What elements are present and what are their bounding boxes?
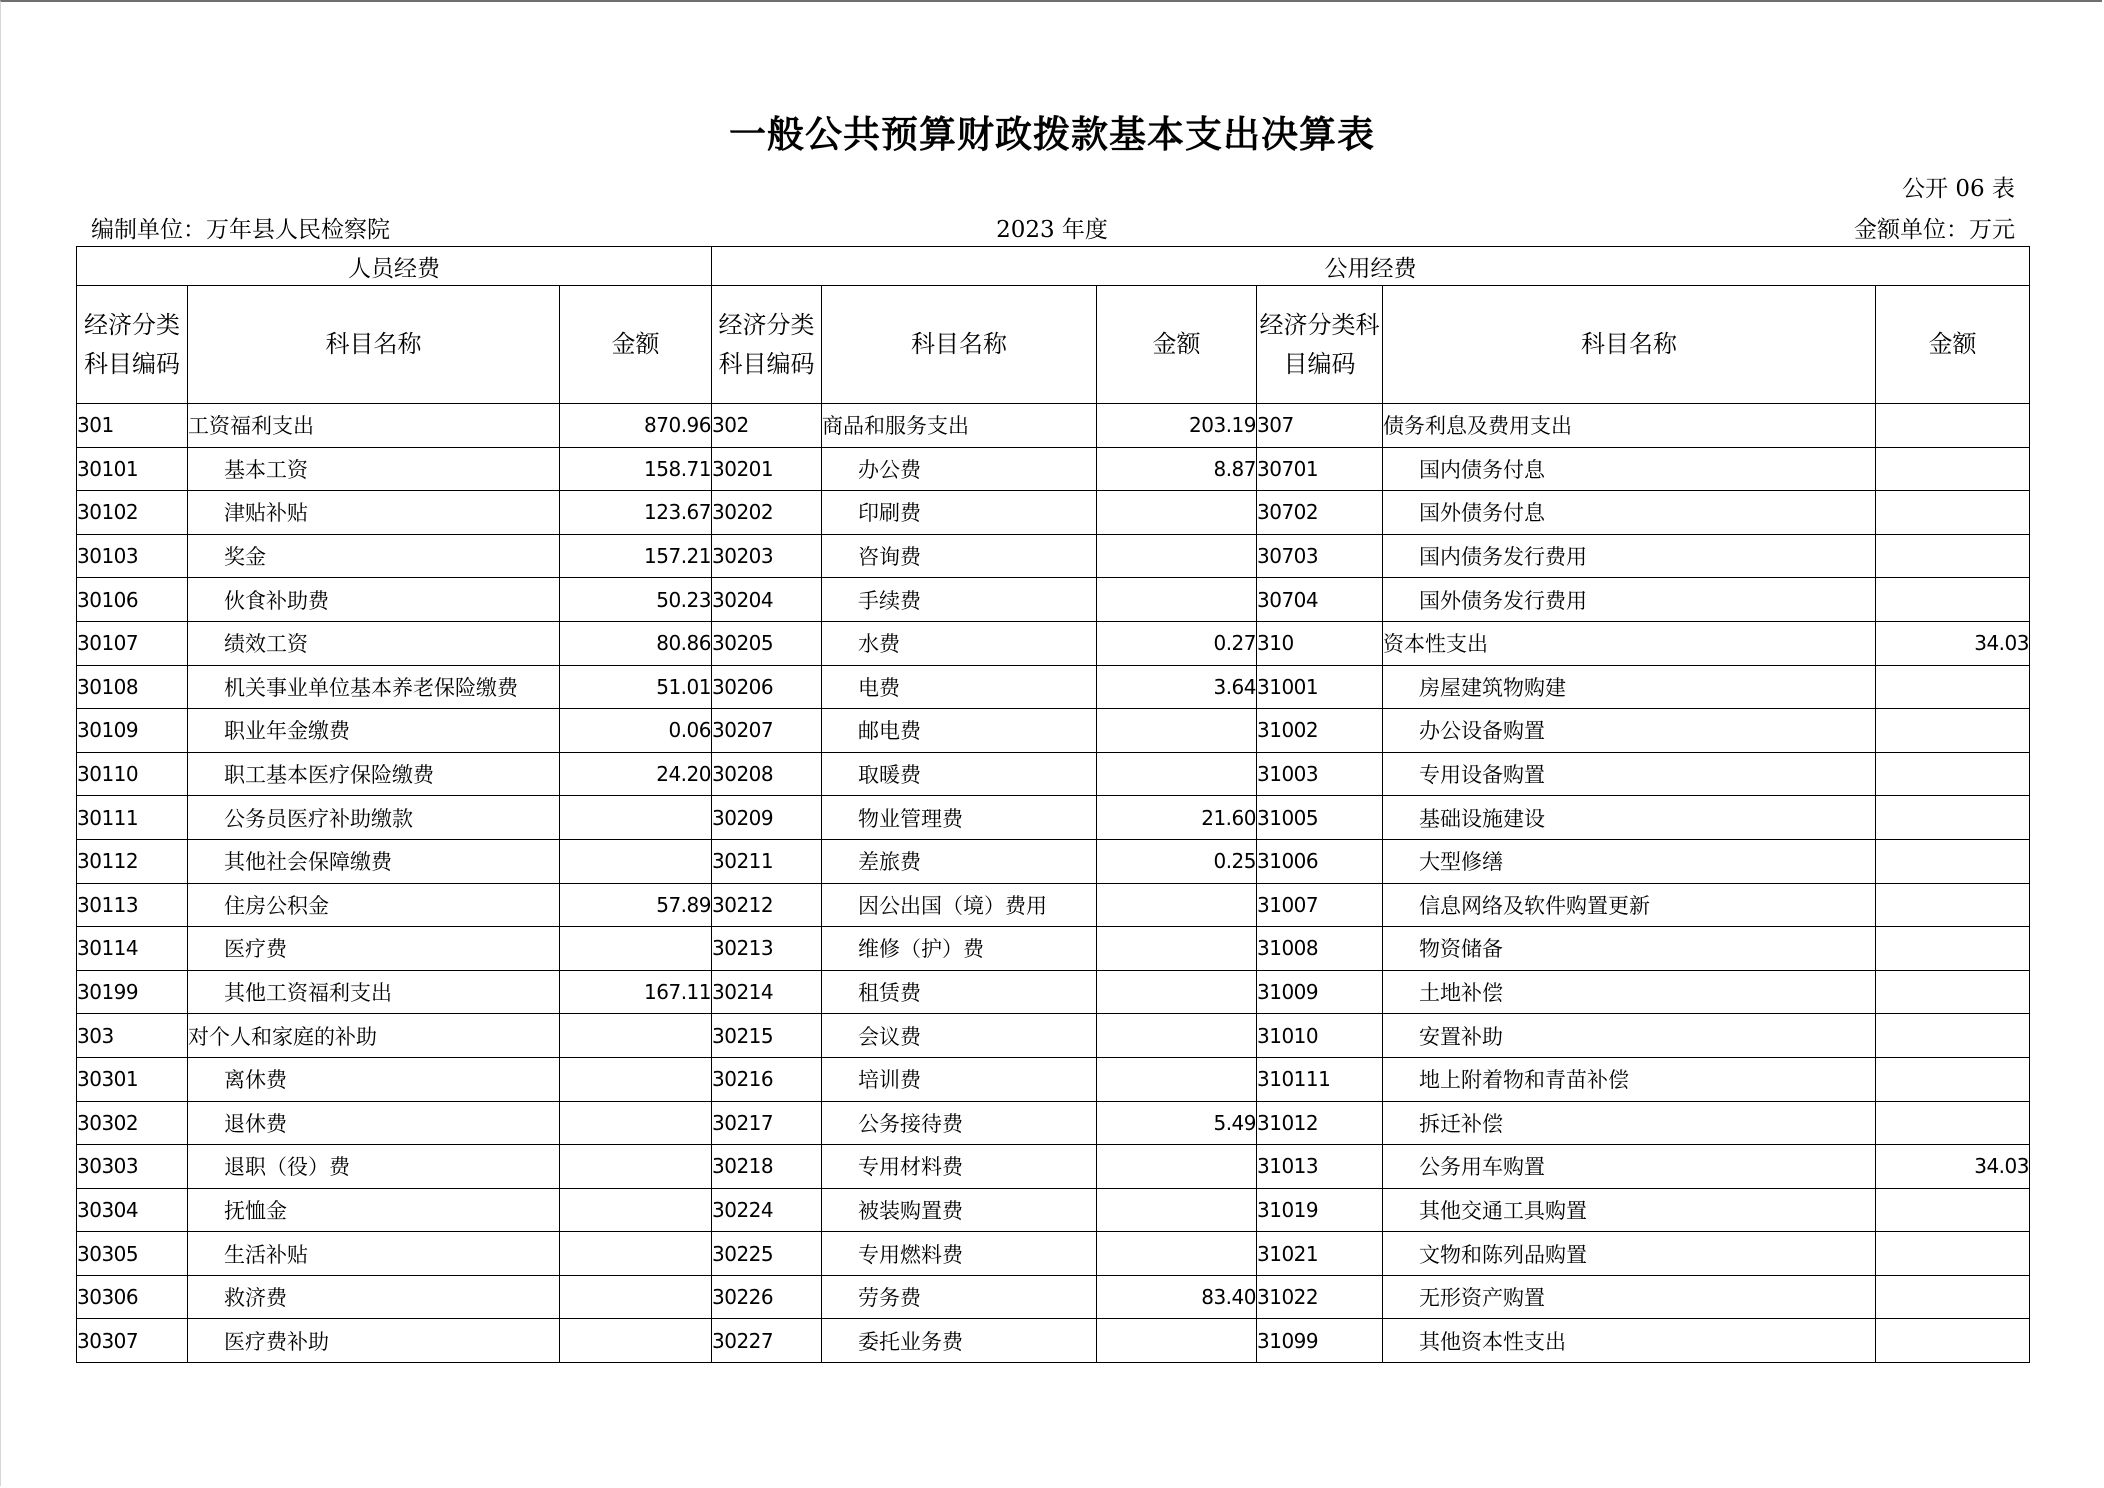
item-name-cell: 工资福利支出 — [188, 404, 560, 448]
item-name-cell: 国内债务付息 — [1383, 447, 1876, 491]
item-name-cell: 其他资本性支出 — [1383, 1319, 1876, 1363]
economic-code-cell: 30108 — [77, 665, 188, 709]
amount-cell — [1876, 1057, 2030, 1101]
table-row — [77, 970, 2030, 1014]
item-name-cell: 培训费 — [822, 1057, 1097, 1101]
amount-cell: 51.01 — [560, 665, 712, 709]
amount-cell: 80.86 — [560, 621, 712, 665]
amount-cell: 3.64 — [1097, 665, 1257, 709]
table-row — [77, 665, 2030, 709]
economic-code-cell: 30107 — [77, 621, 188, 665]
item-name-cell: 基础设施建设 — [1383, 796, 1876, 840]
item-name-cell: 国外债务付息 — [1383, 491, 1876, 535]
amount-unit: 金额单位：万元 — [1854, 217, 2015, 243]
amount-cell — [560, 1319, 712, 1363]
item-name-cell: 专用设备购置 — [1383, 752, 1876, 796]
item-name-cell: 绩效工资 — [188, 621, 560, 665]
amount-cell — [1097, 578, 1257, 622]
item-name-cell: 会议费 — [822, 1014, 1097, 1058]
item-name-cell: 办公设备购置 — [1383, 709, 1876, 753]
item-name-cell: 津贴补贴 — [188, 491, 560, 535]
economic-code-cell: 30217 — [712, 1101, 822, 1145]
amount-cell — [560, 1188, 712, 1232]
economic-code-cell: 30201 — [712, 447, 822, 491]
page-title: 一般公共预算财政拨款基本支出决算表 — [729, 112, 1375, 156]
economic-code-cell: 30111 — [77, 796, 188, 840]
table-row — [77, 447, 2030, 491]
amount-cell — [1097, 970, 1257, 1014]
economic-code-cell: 30208 — [712, 752, 822, 796]
economic-code-cell: 30307 — [77, 1319, 188, 1363]
item-name-cell: 委托业务费 — [822, 1319, 1097, 1363]
economic-code-cell: 30213 — [712, 927, 822, 971]
amount-cell — [1876, 752, 2030, 796]
col-header-name-1: 科目名称 — [188, 286, 560, 404]
item-name-cell: 机关事业单位基本养老保险缴费 — [188, 665, 560, 709]
amount-cell — [1097, 1188, 1257, 1232]
table-body — [77, 404, 2030, 1363]
item-name-cell: 住房公积金 — [188, 883, 560, 927]
item-name-cell: 专用材料费 — [822, 1145, 1097, 1189]
item-name-cell: 公务接待费 — [822, 1101, 1097, 1145]
item-name-cell: 维修（护）费 — [822, 927, 1097, 971]
economic-code-cell: 303 — [77, 1014, 188, 1058]
item-name-cell: 无形资产购置 — [1383, 1275, 1876, 1319]
amount-cell — [1097, 491, 1257, 535]
amount-cell: 157.21 — [560, 534, 712, 578]
economic-code-cell: 31012 — [1257, 1101, 1383, 1145]
amount-cell — [560, 927, 712, 971]
economic-code-cell: 31003 — [1257, 752, 1383, 796]
amount-cell — [1876, 839, 2030, 883]
item-name-cell: 其他交通工具购置 — [1383, 1188, 1876, 1232]
economic-code-cell: 30227 — [712, 1319, 822, 1363]
amount-cell — [1876, 404, 2030, 448]
amount-cell — [1876, 1188, 2030, 1232]
item-name-cell: 国内债务发行费用 — [1383, 534, 1876, 578]
item-name-cell: 劳务费 — [822, 1275, 1097, 1319]
table-row — [77, 1232, 2030, 1276]
table-row — [77, 1319, 2030, 1363]
item-name-cell: 地上附着物和青苗补偿 — [1383, 1057, 1876, 1101]
economic-code-cell: 30215 — [712, 1014, 822, 1058]
amount-cell — [560, 839, 712, 883]
amount-cell — [560, 1101, 712, 1145]
item-name-cell: 公务用车购置 — [1383, 1145, 1876, 1189]
economic-code-cell: 30224 — [712, 1188, 822, 1232]
amount-cell — [1876, 1014, 2030, 1058]
amount-cell — [1876, 970, 2030, 1014]
economic-code-cell: 30206 — [712, 665, 822, 709]
amount-cell — [1097, 1319, 1257, 1363]
amount-cell — [1876, 534, 2030, 578]
col-header-amount-3: 金额 — [1876, 286, 2030, 404]
economic-code-cell: 31007 — [1257, 883, 1383, 927]
amount-cell — [1097, 883, 1257, 927]
amount-cell: 34.03 — [1876, 1145, 2030, 1189]
amount-cell: 123.67 — [560, 491, 712, 535]
amount-cell — [1097, 534, 1257, 578]
item-name-cell: 伙食补助费 — [188, 578, 560, 622]
item-name-cell: 资本性支出 — [1383, 621, 1876, 665]
table-row — [77, 839, 2030, 883]
item-name-cell: 医疗费补助 — [188, 1319, 560, 1363]
amount-cell — [1876, 927, 2030, 971]
economic-code-cell: 30106 — [77, 578, 188, 622]
economic-code-cell: 31013 — [1257, 1145, 1383, 1189]
col-header-name-3: 科目名称 — [1383, 286, 1876, 404]
table-row — [77, 796, 2030, 840]
economic-code-cell: 31010 — [1257, 1014, 1383, 1058]
amount-cell — [1876, 665, 2030, 709]
economic-code-cell: 30102 — [77, 491, 188, 535]
amount-cell: 5.49 — [1097, 1101, 1257, 1145]
item-name-cell: 电费 — [822, 665, 1097, 709]
economic-code-cell: 30199 — [77, 970, 188, 1014]
item-name-cell: 邮电费 — [822, 709, 1097, 753]
item-name-cell: 救济费 — [188, 1275, 560, 1319]
item-name-cell: 大型修缮 — [1383, 839, 1876, 883]
amount-cell: 50.23 — [560, 578, 712, 622]
item-name-cell: 基本工资 — [188, 447, 560, 491]
economic-code-cell: 30109 — [77, 709, 188, 753]
economic-code-cell: 30225 — [712, 1232, 822, 1276]
item-name-cell: 奖金 — [188, 534, 560, 578]
economic-code-cell: 30218 — [712, 1145, 822, 1189]
item-name-cell: 文物和陈列品购置 — [1383, 1232, 1876, 1276]
col-header-amount-1: 金额 — [560, 286, 712, 404]
item-name-cell: 差旅费 — [822, 839, 1097, 883]
economic-code-cell: 30114 — [77, 927, 188, 971]
economic-code-cell: 301 — [77, 404, 188, 448]
economic-code-cell: 30112 — [77, 839, 188, 883]
item-name-cell: 生活补贴 — [188, 1232, 560, 1276]
economic-code-cell: 30305 — [77, 1232, 188, 1276]
amount-cell: 167.11 — [560, 970, 712, 1014]
amount-cell — [1876, 578, 2030, 622]
fiscal-year: 2023 年度 — [996, 217, 1108, 243]
economic-code-cell: 31006 — [1257, 839, 1383, 883]
economic-code-cell: 310 — [1257, 621, 1383, 665]
group-header-row — [77, 247, 2030, 286]
compiling-unit: 编制单位：万年县人民检察院 — [91, 217, 390, 243]
amount-cell: 8.87 — [1097, 447, 1257, 491]
table-row — [77, 491, 2030, 535]
economic-code-cell: 30204 — [712, 578, 822, 622]
item-name-cell: 物业管理费 — [822, 796, 1097, 840]
table-row — [77, 752, 2030, 796]
item-name-cell: 债务利息及费用支出 — [1383, 404, 1876, 448]
amount-cell: 158.71 — [560, 447, 712, 491]
item-name-cell: 取暖费 — [822, 752, 1097, 796]
item-name-cell: 公务员医疗补助缴款 — [188, 796, 560, 840]
economic-code-cell: 307 — [1257, 404, 1383, 448]
amount-cell — [1876, 709, 2030, 753]
item-name-cell: 离休费 — [188, 1057, 560, 1101]
economic-code-cell: 30209 — [712, 796, 822, 840]
amount-cell — [560, 1232, 712, 1276]
table-row — [77, 927, 2030, 971]
amount-cell: 83.40 — [1097, 1275, 1257, 1319]
item-name-cell: 职工基本医疗保险缴费 — [188, 752, 560, 796]
economic-code-cell: 30703 — [1257, 534, 1383, 578]
economic-code-cell: 30203 — [712, 534, 822, 578]
amount-cell — [560, 796, 712, 840]
economic-code-cell: 31005 — [1257, 796, 1383, 840]
economic-code-cell: 31022 — [1257, 1275, 1383, 1319]
amount-cell: 0.06 — [560, 709, 712, 753]
economic-code-cell: 30704 — [1257, 578, 1383, 622]
economic-code-cell: 30211 — [712, 839, 822, 883]
item-name-cell: 拆迁补偿 — [1383, 1101, 1876, 1145]
amount-cell — [1876, 447, 2030, 491]
economic-code-cell: 302 — [712, 404, 822, 448]
economic-code-cell: 30101 — [77, 447, 188, 491]
amount-cell — [1097, 1145, 1257, 1189]
table-row — [77, 1145, 2030, 1189]
economic-code-cell: 31021 — [1257, 1232, 1383, 1276]
amount-cell — [1097, 752, 1257, 796]
item-name-cell: 退休费 — [188, 1101, 560, 1145]
economic-code-cell: 30205 — [712, 621, 822, 665]
item-name-cell: 其他社会保障缴费 — [188, 839, 560, 883]
column-header-row — [77, 286, 2030, 404]
item-name-cell: 租赁费 — [822, 970, 1097, 1014]
amount-cell — [560, 1057, 712, 1101]
amount-cell — [1097, 1014, 1257, 1058]
economic-code-cell: 30226 — [712, 1275, 822, 1319]
item-name-cell: 医疗费 — [188, 927, 560, 971]
amount-cell — [560, 1145, 712, 1189]
amount-cell: 21.60 — [1097, 796, 1257, 840]
table-row — [77, 709, 2030, 753]
item-name-cell: 咨询费 — [822, 534, 1097, 578]
group-public-expenses: 公用经费 — [712, 247, 2030, 286]
item-name-cell: 印刷费 — [822, 491, 1097, 535]
table-row — [77, 1014, 2030, 1058]
item-name-cell: 被装购置费 — [822, 1188, 1097, 1232]
form-number: 公开 06 表 — [1902, 176, 2015, 202]
item-name-cell: 职业年金缴费 — [188, 709, 560, 753]
table-row — [77, 578, 2030, 622]
item-name-cell: 商品和服务支出 — [822, 404, 1097, 448]
economic-code-cell: 30306 — [77, 1275, 188, 1319]
amount-cell — [1097, 1057, 1257, 1101]
economic-code-cell: 30202 — [712, 491, 822, 535]
economic-code-cell: 30702 — [1257, 491, 1383, 535]
item-name-cell: 专用燃料费 — [822, 1232, 1097, 1276]
amount-cell — [1097, 927, 1257, 971]
economic-code-cell: 30302 — [77, 1101, 188, 1145]
expenditure-table — [76, 246, 2030, 1363]
economic-code-cell: 30110 — [77, 752, 188, 796]
item-name-cell: 因公出国（境）费用 — [822, 883, 1097, 927]
amount-cell — [1876, 1232, 2030, 1276]
economic-code-cell: 310111 — [1257, 1057, 1383, 1101]
economic-code-cell: 31009 — [1257, 970, 1383, 1014]
item-name-cell: 信息网络及软件购置更新 — [1383, 883, 1876, 927]
amount-cell — [1876, 1101, 2030, 1145]
table-row — [77, 1101, 2030, 1145]
amount-cell: 203.19 — [1097, 404, 1257, 448]
amount-cell — [1876, 1275, 2030, 1319]
economic-code-cell: 30207 — [712, 709, 822, 753]
col-header-name-2: 科目名称 — [822, 286, 1097, 404]
group-personnel-expenses: 人员经费 — [77, 247, 712, 286]
amount-cell: 0.25 — [1097, 839, 1257, 883]
economic-code-cell: 31019 — [1257, 1188, 1383, 1232]
item-name-cell: 安置补助 — [1383, 1014, 1876, 1058]
table-row — [77, 1275, 2030, 1319]
economic-code-cell: 30212 — [712, 883, 822, 927]
economic-code-cell: 30216 — [712, 1057, 822, 1101]
economic-code-cell: 31008 — [1257, 927, 1383, 971]
amount-cell: 34.03 — [1876, 621, 2030, 665]
table-row — [77, 404, 2030, 448]
col-header-amount-2: 金额 — [1097, 286, 1257, 404]
amount-cell: 24.20 — [560, 752, 712, 796]
item-name-cell: 土地补偿 — [1383, 970, 1876, 1014]
amount-cell — [1876, 491, 2030, 535]
economic-code-cell: 30301 — [77, 1057, 188, 1101]
table-row — [77, 534, 2030, 578]
item-name-cell: 对个人和家庭的补助 — [188, 1014, 560, 1058]
economic-code-cell: 31099 — [1257, 1319, 1383, 1363]
item-name-cell: 水费 — [822, 621, 1097, 665]
item-name-cell: 国外债务发行费用 — [1383, 578, 1876, 622]
amount-cell — [560, 1014, 712, 1058]
economic-code-cell: 30214 — [712, 970, 822, 1014]
amount-cell — [1876, 883, 2030, 927]
amount-cell: 870.96 — [560, 404, 712, 448]
economic-code-cell: 31002 — [1257, 709, 1383, 753]
amount-cell: 0.27 — [1097, 621, 1257, 665]
table-row — [77, 1057, 2030, 1101]
item-name-cell: 其他工资福利支出 — [188, 970, 560, 1014]
col-header-code-2: 经济分类科目编码 — [712, 286, 822, 404]
economic-code-cell: 30113 — [77, 883, 188, 927]
item-name-cell: 房屋建筑物购建 — [1383, 665, 1876, 709]
economic-code-cell: 30304 — [77, 1188, 188, 1232]
col-header-code-3: 经济分类科目编码 — [1257, 286, 1383, 404]
item-name-cell: 抚恤金 — [188, 1188, 560, 1232]
economic-code-cell: 30103 — [77, 534, 188, 578]
amount-cell — [1876, 796, 2030, 840]
table-row — [77, 621, 2030, 665]
item-name-cell: 手续费 — [822, 578, 1097, 622]
table-row — [77, 883, 2030, 927]
item-name-cell: 办公费 — [822, 447, 1097, 491]
economic-code-cell: 30701 — [1257, 447, 1383, 491]
item-name-cell: 退职（役）费 — [188, 1145, 560, 1189]
amount-cell — [1097, 1232, 1257, 1276]
amount-cell: 57.89 — [560, 883, 712, 927]
amount-cell — [1097, 709, 1257, 753]
col-header-code-1: 经济分类科目编码 — [77, 286, 188, 404]
amount-cell — [560, 1275, 712, 1319]
economic-code-cell: 31001 — [1257, 665, 1383, 709]
amount-cell — [1876, 1319, 2030, 1363]
table-row — [77, 1188, 2030, 1232]
item-name-cell: 物资储备 — [1383, 927, 1876, 971]
economic-code-cell: 30303 — [77, 1145, 188, 1189]
